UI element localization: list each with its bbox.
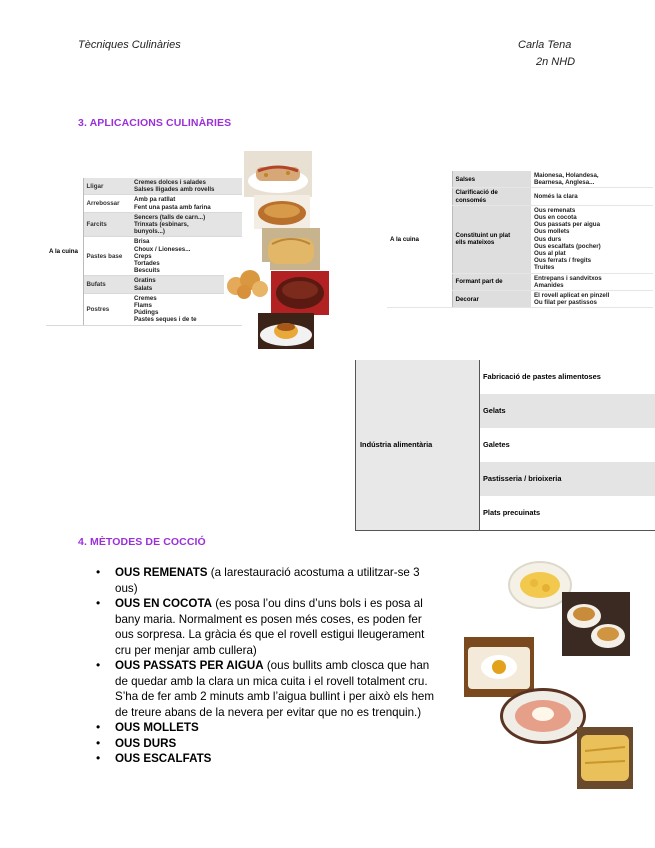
header-author: Carla Tena [518,39,572,51]
header-course: 2n NHD [536,56,576,68]
culinary-uses-table-left [46,178,242,326]
list-item [96,658,441,720]
boiled-egg-toast-photo [464,637,534,697]
method-name: OUS DURS [115,736,177,750]
section-title-applications: 3. APLICACIONS CULINÀRIES [78,117,232,129]
table-item: Gelats [480,394,655,428]
list-item [96,736,441,752]
table-description: Només la clara [531,188,653,205]
table-category: Clarificació de consomés [452,188,531,205]
table-item: Plats precuinats [483,508,541,518]
culinary-uses-table-right [387,171,653,308]
table-main-label: Indústria alimentària [356,360,480,530]
table-description: Cremes dolces i salades Salses lligades amb rovells [131,178,242,195]
section-title-cooking-methods: 4. MÈTODES DE COCCIÓ [78,536,206,548]
table-description: Sencers (talls de carn...) Trinxats (esbinars, bunyols...) [131,212,242,237]
food-industry-table [355,360,655,531]
table-category: Farcits [83,212,131,237]
flan-photo [258,313,314,349]
table-row [387,171,653,188]
table-description: El rovell aplicat en pinzell Ou filat per pastissos [531,291,653,308]
bread-loaf-photo [262,228,320,270]
table-row [356,360,655,394]
method-name: OUS ESCALFATS [115,752,212,765]
profiteroles-photo [224,262,270,300]
table-description: Cremes Flams Púdings Pastes seques i de te [131,293,242,325]
table-item: Pastisseria / brioixeria [480,462,655,496]
table-category: Postres [83,293,131,325]
method-name: OUS PASSATS PER AIGUA [115,659,264,672]
method-description: (ous bullits amb closca que han de quedar amb la clara un mica cuita i el rovell totalment cru. S’ha de fer amb 2 minuts amb l’aigua bullint i per això els hem de treure abans de la nevera per evitar que no es trenquin.) [115,659,434,719]
poached-egg-soup-photo [500,688,586,744]
method-description: (a larestauració acostuma a utilitzar-se 3 ous) [115,566,420,595]
table-category: Lligar [83,178,131,195]
table-row [46,178,242,195]
method-name: OUS EN COCOTA [115,597,213,610]
table-main-label: A la cuina [387,171,452,308]
list-item [96,751,441,767]
breaded-food-photo [254,195,310,229]
chocolate-souffle-photo [271,271,329,315]
list-item [96,565,441,596]
list-item [96,596,441,658]
table-category: Decorar [452,291,531,308]
table-description: Ous remenats Ous en cocota Ous passats per aigua Ous mollets Ous durs Ous escalfats (pocher) Ous al plat Ous ferrats / fregits Truites [531,205,653,273]
table-category: Salses [452,171,531,188]
table-description: Amb pa ratllat Fent una pasta amb farina [131,195,242,212]
table-main-label: A la cuina [46,178,83,325]
table-item: Galetes [483,440,510,450]
method-name: OUS MOLLETS [115,721,199,734]
table-description: Entrepans i sandvitxos Amanides [531,273,653,290]
table-description: Brisa Choux / Lioneses... Creps Tortades Bescuits [131,237,242,276]
method-name: OUS REMENATS [115,566,208,579]
table-category: Constituint un plat ells mateixos [452,205,531,273]
table-description: Gratins Salats [131,276,242,293]
table-category: Formant part de [452,273,531,290]
method-description: (es posa l’ou dins d’uns bols i es posa al bany maria. Normalment es posen més coses, es poden fer ous sorpresa. La gràcia és que el rovell estigui lleugerament cru per menjar amb cullera) [115,597,425,657]
list-item [96,720,441,736]
cake-roll-photo [244,151,312,197]
table-category: Pastes base [83,237,131,276]
omelette-photo [577,727,633,789]
table-item: Fabricació de pastes alimentoses [483,372,601,382]
cooking-methods-list [96,565,441,767]
table-category: Arrebossar [83,195,131,212]
header-title: Tècniques Culinàries [78,39,181,51]
table-description: Maionesa, Holandesa, Bearnesa, Anglesa... [531,171,653,188]
eggs-in-cocotte-photo [562,592,630,656]
table-category: Bufats [83,276,131,293]
